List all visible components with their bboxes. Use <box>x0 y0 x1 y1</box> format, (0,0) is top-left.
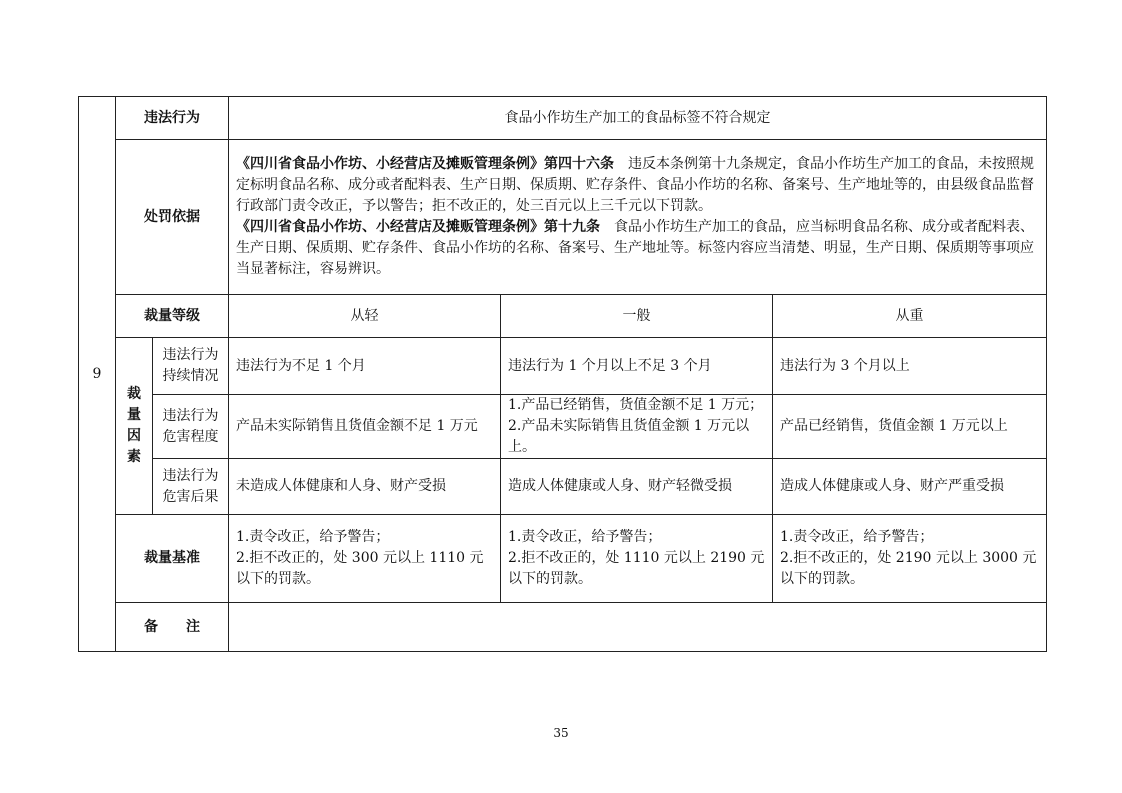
level-normal: 一般 <box>501 295 773 338</box>
standard-light: 1.责令改正，给予警告； 2.拒不改正的，处 300 元以上 1110 元以下的罚款。 <box>229 515 501 603</box>
violation-text: 食品小作坊生产加工的食品标签不符合规定 <box>229 97 1047 140</box>
factor-heavy: 产品已经销售，货值金额 1 万元以上 <box>773 395 1047 459</box>
factor-heavy: 违法行为 3 个月以上 <box>773 338 1047 395</box>
standard-normal: 1.责令改正，给予警告； 2.拒不改正的，处 1110 元以上 2190 元以下的罚款。 <box>501 515 773 603</box>
basis-paragraph <box>236 154 1039 217</box>
penalty-table <box>78 96 1047 652</box>
page-number: 35 <box>553 726 569 740</box>
basis-article-title: 《四川省食品小作坊、小经营店及摊贩管理条例》第四十六条 <box>236 156 614 172</box>
level-label: 裁量等级 <box>116 295 229 338</box>
remarks-label: 备 注 <box>116 603 229 652</box>
basis-label: 处罚依据 <box>116 140 229 295</box>
basis-row <box>79 140 1047 295</box>
factor-row <box>79 338 1047 395</box>
factors-label: 裁 量 因 素 <box>116 338 153 515</box>
factor-name: 违法行为 持续情况 <box>153 338 229 395</box>
factor-normal: 造成人体健康或人身、财产轻微受损 <box>501 459 773 515</box>
standard-row <box>79 515 1047 603</box>
standard-label: 裁量基准 <box>116 515 229 603</box>
factor-light: 未造成人体健康和人身、财产受损 <box>229 459 501 515</box>
factor-row <box>79 395 1047 459</box>
violation-label: 违法行为 <box>116 97 229 140</box>
standard-heavy: 1.责令改正，给予警告； 2.拒不改正的，处 2190 元以上 3000 元以下的罚款。 <box>773 515 1047 603</box>
factor-light: 产品未实际销售且货值金额不足 1 万元 <box>229 395 501 459</box>
basis-article-title: 《四川省食品小作坊、小经营店及摊贩管理条例》第十九条 <box>236 219 600 235</box>
factor-name: 违法行为 危害程度 <box>153 395 229 459</box>
basis-article-text: 违反本条例第十九条规定，食品小作坊生产加工的食品，未按照规定标明食品名称、成分或者配料表、生产日期、保质期、贮存条件、食品小作坊的名称、备案号、生产地址等的，由县级食品监督行政部门责令改正，予以警告；拒不改正的，处三百元以上三千元以下罚款。 <box>236 156 1034 214</box>
violation-row <box>79 97 1047 140</box>
remarks-row <box>79 603 1047 652</box>
factor-normal: 1.产品已经销售，货值金额不足 1 万元； 2.产品未实际销售且货值金额 1 万元以上。 <box>501 395 773 459</box>
level-light: 从轻 <box>229 295 501 338</box>
factor-heavy: 造成人体健康或人身、财产严重受损 <box>773 459 1047 515</box>
factor-normal: 违法行为 1 个月以上不足 3 个月 <box>501 338 773 395</box>
basis-article-text: 食品小作坊生产加工的食品，应当标明食品名称、成分或者配料表、生产日期、保质期、贮存条件、食品小作坊的名称、备案号、生产地址等。标签内容应当清楚、明显，生产日期、保质期等事项应当显著标注，容易辨识。 <box>236 219 1034 277</box>
remarks-text <box>229 603 1047 652</box>
factor-name: 违法行为 危害后果 <box>153 459 229 515</box>
level-row <box>79 295 1047 338</box>
factor-row <box>79 459 1047 515</box>
factor-light: 违法行为不足 1 个月 <box>229 338 501 395</box>
level-heavy: 从重 <box>773 295 1047 338</box>
item-number: 9 <box>79 97 116 652</box>
basis-paragraph <box>236 217 1039 280</box>
basis-text <box>229 140 1047 295</box>
